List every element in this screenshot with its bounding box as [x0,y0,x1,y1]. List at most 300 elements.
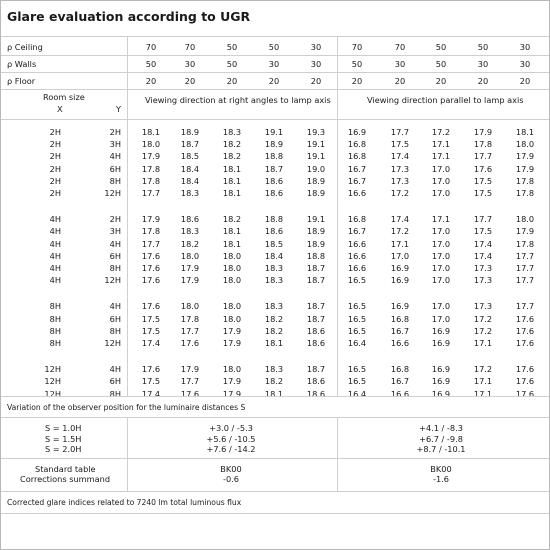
room-size-label: Room size [43,92,85,102]
room-x: 2H [49,139,61,150]
ugr-value: 17.6 [515,364,535,375]
ugr-value: 18.6 [180,214,200,225]
ugr-value: 16.4 [347,338,367,348]
ugr-value: 18.3 [180,226,200,237]
room-y: 4H [109,151,121,162]
ugr-value: 17.1 [390,238,410,249]
ugr-value: 18.0 [515,139,535,150]
ugr-value: 16.5 [347,325,367,336]
ugr-value: 17.5 [141,313,161,324]
ugr-value: 16.6 [390,338,410,348]
ugr-value: 17.0 [431,301,451,312]
ugr-value: 16.6 [347,238,367,249]
ugr-value: 17.4 [390,214,410,225]
ugr-value: 17.8 [141,226,161,237]
ugr-value: 17.9 [222,325,242,336]
room-x: 4H [49,238,61,249]
ugr-value: 17.0 [431,175,451,186]
ugr-value: 17.8 [515,175,535,186]
ugr-value: 18.3 [264,364,284,375]
row-divider [1,458,549,459]
ugr-value: 16.6 [390,388,410,399]
ugr-value: 17.1 [431,214,451,225]
ugr-value: 17.5 [390,139,410,150]
room-y: 2H [109,214,121,225]
room-x: 12H [44,364,61,375]
ugr-value: 18.7 [306,313,326,324]
ugr-value: 17.2 [473,325,493,336]
ugr-value: 18.0 [222,301,242,312]
ugr-value: 16.5 [347,275,367,286]
ugr-value: 16.7 [347,175,367,186]
column-divider [127,36,128,119]
ugr-value: 17.6 [141,275,161,286]
ugr-value: 16.4 [347,388,367,399]
ugr-value: 17.0 [431,263,451,273]
ugr-value: 17.7 [515,250,535,261]
ugr-value: 17.5 [141,325,161,336]
ugr-value: 17.5 [473,175,493,186]
reflectance-value: 30 [310,42,322,52]
room-x: 8H [49,325,61,336]
ugr-value: 18.8 [264,151,284,162]
ugr-value: 18.1 [222,226,242,237]
ugr-value: 18.0 [222,263,242,273]
ugr-value: 18.4 [180,163,200,174]
ugr-value: 17.9 [180,364,200,375]
reflectance-value: 20 [519,76,531,86]
reflectance-label: ρ Floor [7,76,36,86]
ugr-value: 17.1 [473,388,493,399]
correction-par: -1.6 [433,474,449,484]
row-divider [1,513,549,514]
ugr-value: 17.4 [473,238,493,249]
standard-par: BK00 [430,464,452,474]
ugr-value: 18.9 [264,139,284,150]
ugr-value: 18.6 [306,376,326,387]
ugr-value: 17.0 [390,250,410,261]
ugr-value: 18.2 [222,139,242,150]
ugr-value: 18.0 [222,275,242,286]
page-title: Glare evaluation according to UGR [7,9,251,24]
ugr-value: 18.9 [306,238,326,249]
ugr-value: 17.4 [141,388,161,399]
ugr-value: 18.0 [180,301,200,312]
ugr-value: 19.1 [306,151,326,162]
ugr-value: 19.1 [264,127,284,137]
reflectance-value: 20 [477,76,489,86]
ugr-value: 17.2 [473,364,493,375]
ugr-value: 17.6 [141,364,161,375]
reflectance-value: 70 [184,42,196,52]
ugr-value: 18.6 [264,175,284,186]
reflectance-value: 50 [477,42,489,52]
ugr-value: 18.6 [306,338,326,348]
room-y: 6H [109,250,121,261]
reflectance-value: 20 [268,76,280,86]
ugr-value: 17.7 [473,214,493,225]
ugr-value: 19.1 [306,139,326,150]
reflectance-label: ρ Ceiling [7,42,43,52]
ugr-value: 17.7 [515,263,535,273]
reflectance-value: 20 [435,76,447,86]
reflectance-value: 20 [351,76,363,86]
ugr-value: 17.7 [180,325,200,336]
ugr-value: 16.7 [390,376,410,387]
ugr-value: 17.0 [431,250,451,261]
ugr-value: 17.6 [180,338,200,348]
reflectance-value: 30 [519,42,531,52]
ugr-value: 17.9 [141,151,161,162]
column-divider [337,417,338,491]
room-y: 8H [109,175,121,186]
ugr-value: 17.9 [180,275,200,286]
reflectance-value: 70 [145,42,157,52]
ugr-value: 18.9 [306,226,326,237]
ugr-value: 18.9 [180,127,200,137]
room-y: 8H [109,388,121,399]
variation-par: +4.1 / -8.3 [419,423,463,433]
reflectance-value: 50 [435,59,447,69]
reflectance-value: 20 [310,76,322,86]
ugr-value: 17.9 [180,263,200,273]
reflectance-value: 30 [310,59,322,69]
room-x: 4H [49,275,61,286]
ugr-value: 19.1 [306,214,326,225]
row-divider [1,55,549,56]
room-y: 3H [109,226,121,237]
ugr-value: 18.7 [306,263,326,273]
variation-perp: +7.6 / -14.2 [206,444,256,454]
ugr-value: 16.9 [390,263,410,273]
ugr-value: 17.9 [515,226,535,237]
ugr-value: 18.8 [306,250,326,261]
room-y: 4H [109,238,121,249]
ugr-value: 18.7 [306,275,326,286]
ugr-value: 18.0 [222,364,242,375]
ugr-value: 16.8 [390,313,410,324]
ugr-value: 18.1 [222,163,242,174]
ugr-value: 17.3 [473,263,493,273]
ugr-value: 17.7 [473,151,493,162]
ugr-value: 17.3 [473,275,493,286]
room-y: 12H [104,188,121,198]
ugr-value: 18.9 [306,175,326,186]
row-divider [1,119,549,120]
ugr-value: 17.0 [431,238,451,249]
ugr-value: 18.1 [222,238,242,249]
ugr-value: 16.5 [347,301,367,312]
direction-perpendicular: Viewing direction at right angles to lamp axis [145,95,331,105]
ugr-value: 18.1 [264,338,284,348]
ugr-value: 16.9 [431,388,451,399]
ugr-value: 18.2 [264,325,284,336]
ugr-value: 17.9 [222,376,242,387]
room-x: 12H [44,376,61,387]
ugr-value: 16.8 [347,214,367,225]
ugr-value: 16.9 [431,364,451,375]
ugr-value: 17.8 [473,139,493,150]
room-x: 8H [49,301,61,312]
ugr-value: 17.9 [141,214,161,225]
ugr-value: 16.9 [347,127,367,137]
ugr-value: 17.4 [141,338,161,348]
ugr-value: 17.2 [390,226,410,237]
row-divider [1,491,549,492]
ugr-value: 18.0 [222,250,242,261]
room-x: 2H [49,175,61,186]
variation-s: S = 1.5H [45,433,82,444]
variation-s: S = 1.0H [45,423,82,433]
ugr-value: 18.0 [515,214,535,225]
ugr-value: 18.1 [264,388,284,399]
ugr-value: 18.3 [264,263,284,273]
reflectance-value: 50 [351,59,363,69]
reflectance-value: 50 [145,59,157,69]
room-x: 2H [49,127,61,137]
row-divider [1,72,549,73]
ugr-value: 18.5 [264,238,284,249]
column-divider [127,417,128,491]
standard-table-label: Standard table [35,464,96,474]
ugr-value: 18.7 [264,163,284,174]
variation-perp: +3.0 / -5.3 [209,423,253,433]
ugr-value: 17.8 [180,313,200,324]
variation-s: S = 2.0H [45,444,82,454]
ugr-value: 16.7 [390,325,410,336]
reflectance-value: 50 [268,42,280,52]
ugr-value: 18.7 [180,139,200,150]
room-x: 2H [49,151,61,162]
ugr-value: 16.9 [390,275,410,286]
reflectance-value: 30 [519,59,531,69]
ugr-value: 17.9 [222,388,242,399]
ugr-value: 16.7 [347,226,367,237]
ugr-value: 17.9 [515,163,535,174]
ugr-value: 16.8 [390,364,410,375]
column-divider [337,84,338,396]
ugr-value: 17.0 [431,163,451,174]
ugr-value: 17.6 [515,325,535,336]
ugr-value: 18.6 [264,226,284,237]
ugr-value: 18.2 [264,313,284,324]
ugr-value: 18.1 [141,127,161,137]
ugr-value: 18.3 [180,188,200,198]
room-x: 8H [49,338,61,348]
ugr-value: 18.4 [180,175,200,186]
ugr-value: 17.1 [473,338,493,348]
ugr-value: 16.8 [347,139,367,150]
ugr-value: 17.5 [473,226,493,237]
room-y: 3H [109,139,121,150]
ugr-value: 18.3 [264,301,284,312]
room-y: 8H [109,325,121,336]
ugr-value: 18.4 [264,250,284,261]
ugr-value: 18.3 [222,127,242,137]
ugr-value: 16.8 [347,151,367,162]
reflectance-value: 50 [226,42,238,52]
ugr-value: 17.9 [222,338,242,348]
ugr-value: 17.6 [141,263,161,273]
ugr-value: 17.7 [390,127,410,137]
room-y: 6H [109,163,121,174]
ugr-value: 18.2 [222,214,242,225]
room-y: 8H [109,263,121,273]
row-divider [1,417,549,418]
room-y: 6H [109,376,121,387]
room-x: 4H [49,226,61,237]
ugr-value: 16.6 [347,250,367,261]
reflectance-value: 20 [226,76,238,86]
room-x: 4H [49,263,61,273]
variation-label: Variation of the observer position for the luminaire distances S [7,403,246,412]
ugr-value: 18.1 [222,175,242,186]
ugr-value: 17.3 [473,301,493,312]
ugr-value: 19.3 [306,127,326,137]
corrections-label: Corrections summand [20,474,111,484]
room-x: 2H [49,188,61,198]
room-x: 2H [49,163,61,174]
ugr-value: 18.6 [306,388,326,399]
ugr-value: 16.9 [431,338,451,348]
ugr-value: 16.5 [347,376,367,387]
reflectance-value: 20 [184,76,196,86]
ugr-value: 17.2 [473,313,493,324]
room-y: 12H [104,275,121,286]
ugr-value: 17.5 [141,376,161,387]
ugr-value: 17.2 [390,188,410,198]
footer-note: Corrected glare indices related to 7240 lm total luminous flux [7,498,242,507]
room-y: 12H [104,338,121,348]
reflectance-value: 30 [184,59,196,69]
ugr-value: 17.6 [141,301,161,312]
ugr-value: 17.4 [473,250,493,261]
ugr-value: 17.8 [141,175,161,186]
ugr-value: 17.6 [515,313,535,324]
ugr-value: 17.8 [141,163,161,174]
ugr-value: 16.5 [347,313,367,324]
column-divider [127,119,128,396]
ugr-value: 18.2 [222,151,242,162]
direction-parallel: Viewing direction parallel to lamp axis [367,95,524,105]
ugr-value: 17.6 [515,388,535,399]
ugr-value: 18.0 [222,313,242,324]
ugr-value: 18.6 [264,188,284,198]
ugr-value: 18.7 [306,364,326,375]
variation-perp: +5.6 / -10.5 [206,433,256,444]
standard-perp: BK00 [220,464,242,474]
ugr-value: 16.6 [347,188,367,198]
reflectance-value: 30 [477,59,489,69]
ugr-value: 17.6 [141,250,161,261]
ugr-value: 16.7 [347,163,367,174]
room-y: 2H [109,127,121,137]
variation-par: +6.7 / -9.8 [419,433,463,444]
ugr-value: 18.7 [306,301,326,312]
ugr-value: 17.0 [431,188,451,198]
reflectance-value: 70 [394,42,406,52]
ugr-value: 17.0 [431,226,451,237]
ugr-value: 17.1 [473,376,493,387]
ugr-value: 19.0 [306,163,326,174]
ugr-value: 17.2 [431,127,451,137]
ugr-value: 16.9 [390,301,410,312]
ugr-value: 17.0 [431,275,451,286]
ugr-value: 18.2 [180,238,200,249]
room-y: 4H [109,364,121,375]
ugr-value: 17.0 [431,313,451,324]
ugr-value: 18.5 [180,151,200,162]
ugr-value: 18.6 [306,325,326,336]
ugr-value: 17.9 [473,127,493,137]
ugr-value: 17.6 [180,388,200,399]
ugr-value: 17.1 [431,139,451,150]
ugr-value: 18.2 [264,376,284,387]
reflectance-value: 50 [226,59,238,69]
ugr-value: 17.6 [515,376,535,387]
ugr-value: 17.7 [141,238,161,249]
ugr-value: 17.7 [515,275,535,286]
row-divider [1,89,549,90]
ugr-value: 16.9 [431,376,451,387]
reflectance-label: ρ Walls [7,59,37,69]
ugr-value: 17.1 [431,151,451,162]
reflectance-value: 30 [268,59,280,69]
ugr-value: 17.6 [473,163,493,174]
ugr-value: 17.7 [515,301,535,312]
ugr-value: 16.6 [347,263,367,273]
ugr-value: 17.8 [515,238,535,249]
room-x: 12H [44,388,61,399]
ugr-value: 18.0 [141,139,161,150]
reflectance-value: 70 [351,42,363,52]
ugr-value: 17.4 [390,151,410,162]
x-label: X [57,104,63,114]
top-divider [1,36,549,37]
ugr-value: 17.7 [180,376,200,387]
room-x: 4H [49,214,61,225]
room-y: 6H [109,313,121,324]
variation-par: +8.7 / -10.1 [416,444,466,454]
ugr-value: 17.3 [390,175,410,186]
ugr-value: 18.3 [264,275,284,286]
ugr-value: 16.9 [431,325,451,336]
y-label: Y [116,104,122,114]
ugr-value: 18.9 [306,188,326,198]
reflectance-value: 20 [145,76,157,86]
room-x: 4H [49,250,61,261]
column-divider [337,36,338,84]
ugr-value: 18.1 [222,188,242,198]
correction-perp: -0.6 [223,474,239,484]
row-divider [1,396,549,397]
ugr-value: 18.8 [264,214,284,225]
reflectance-value: 20 [394,76,406,86]
ugr-value: 17.5 [473,188,493,198]
room-x: 8H [49,313,61,324]
ugr-value: 18.0 [180,250,200,261]
room-y: 4H [109,301,121,312]
ugr-value: 17.9 [515,151,535,162]
reflectance-value: 50 [435,42,447,52]
reflectance-value: 30 [394,59,406,69]
ugr-value: 18.1 [515,127,535,137]
ugr-value: 16.5 [347,364,367,375]
ugr-value: 17.6 [515,338,535,348]
ugr-value: 17.8 [515,188,535,198]
ugr-value: 17.7 [141,188,161,198]
ugr-value: 17.3 [390,163,410,174]
